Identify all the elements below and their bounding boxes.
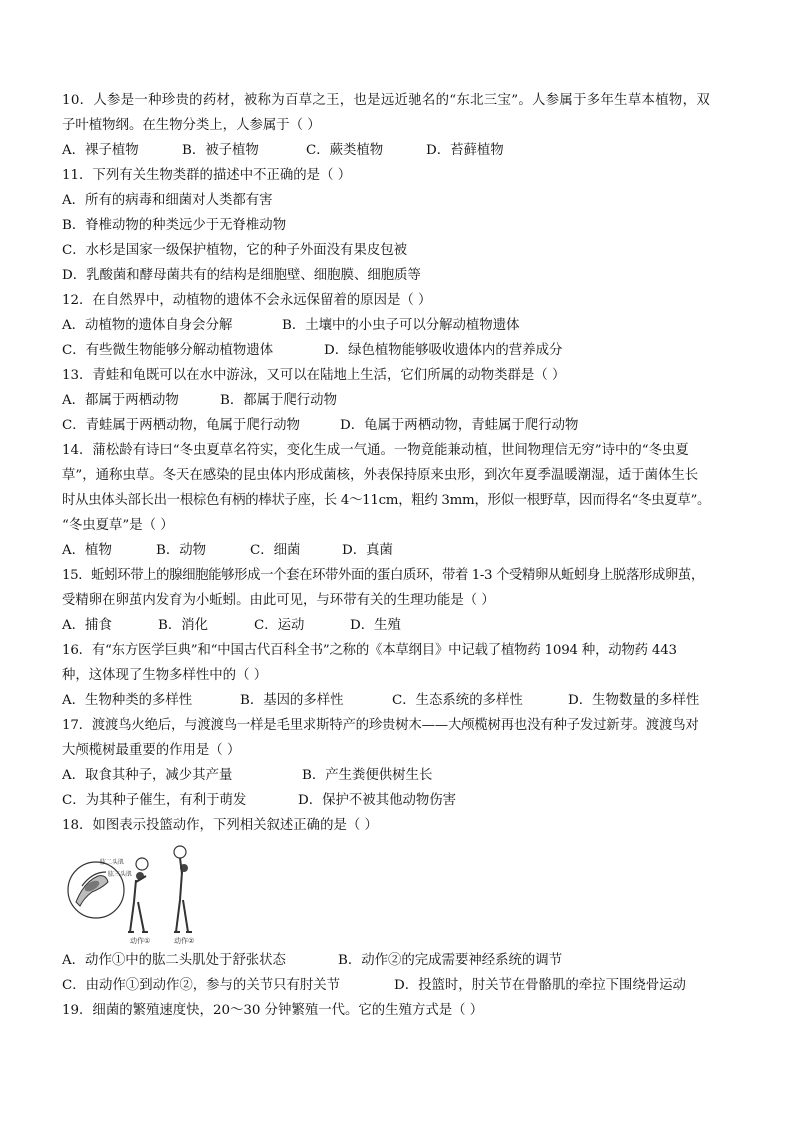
question-12-option-d: D．绿色植物能够吸收遗体内的营养成分 — [324, 343, 563, 358]
question-15-stem-line-2: 受精卵在卵茧内发育为小蚯蚓。由此可见，与环带有关的生理功能是（ ） — [62, 593, 495, 608]
question-17-option-c: C．为其种子催生，有利于萌发 — [62, 793, 247, 808]
basketball-shooter-figure — [128, 858, 148, 932]
question-11-option-b: B．脊椎动物的种类远少于无脊椎动物 — [62, 218, 287, 233]
question-17-option-d: D．保护不被其他动物伤害 — [298, 793, 457, 808]
question-11-option-a: A．所有的病毒和细菌对人类都有害 — [62, 193, 273, 208]
question-15-option-d: D．生殖 — [350, 618, 401, 633]
question-18 — [62, 813, 742, 998]
question-18-option-d: D．投篮时，肘关节在骨骼肌的牵拉下围绕骨运动 — [394, 978, 686, 993]
question-10 — [62, 88, 742, 163]
question-17-options-row-1 — [62, 763, 742, 788]
question-12-stem-line-1: 12．在自然界中，动植物的遗体不会永远保留着的原因是（ ） — [62, 293, 432, 308]
question-list — [62, 88, 742, 1023]
question-13-options-row-1 — [62, 388, 742, 413]
question-12-option-a: A．动植物的遗体自身会分解 — [62, 318, 233, 333]
action-2-label: 动作② — [174, 937, 195, 945]
question-17-option-b: B．产生粪便供树生长 — [302, 768, 433, 783]
question-18-stem-line-1: 18．如图表示投篮动作，下列相关叙述正确的是（ ） — [62, 818, 378, 833]
question-12-option-c: C．有些微生物能够分解动植物遗体 — [62, 343, 274, 358]
question-16-stem-line-2: 种，这体现了生物多样性中的（ ） — [62, 668, 268, 683]
question-16-options — [62, 688, 742, 713]
question-15 — [62, 563, 742, 638]
action-1-label: 动作① — [130, 937, 151, 945]
question-13-option-c: C．青蛙属于两栖动物，龟属于爬行动物 — [62, 418, 300, 433]
question-10-options — [62, 138, 742, 163]
question-13-option-b: B．都属于爬行动物 — [220, 393, 337, 408]
question-10-option-c: C．蕨类植物 — [306, 143, 384, 158]
question-19 — [62, 998, 742, 1023]
triceps-label: 肱三头肌 — [108, 871, 133, 878]
question-11-option-c: C．水杉是国家一级保护植物，它的种子外面没有果皮包被 — [62, 243, 408, 258]
question-13-stem-line-1: 13．青蛙和龟既可以在水中游泳，又可以在陆地上生活，它们所属的动物类群是（ ） — [62, 368, 566, 383]
question-13-option-a: A．都属于两栖动物 — [62, 393, 179, 408]
question-11-stem-line-1: 11．下列有关生物类群的描述中不正确的是（ ） — [62, 168, 352, 183]
question-17-option-a: A．取食其种子，减少其产量 — [62, 768, 233, 783]
question-14-option-b: B．动物 — [156, 543, 207, 558]
question-14-options — [62, 538, 742, 563]
question-14 — [62, 438, 742, 563]
question-16-option-d: D．生物数量的多样性 — [568, 693, 700, 708]
question-14-stem-line-3: 时从虫体头部长出一根棕色有柄的棒状子座，长 4～11cm，粗约 3mm，形似一根野草，因而得名“冬虫夏草”。 — [62, 493, 711, 508]
question-14-option-a: A．植物 — [62, 543, 112, 558]
question-10-stem-line-2: 子叶植物纲。在生物分类上，人参属于（ ） — [62, 118, 321, 133]
question-12-options-row-2 — [62, 338, 742, 363]
question-15-options — [62, 613, 742, 638]
question-15-option-a: A．捕食 — [62, 618, 112, 633]
biceps-label: 肱二头肌 — [100, 859, 125, 866]
basketball-shooter-figure-2 — [174, 846, 192, 932]
question-16-option-b: B．基因的多样性 — [240, 693, 344, 708]
question-16 — [62, 638, 742, 713]
question-11 — [62, 163, 742, 288]
question-17-stem-line-1: 17．渡渡鸟火绝后，与渡渡鸟一样是毛里求斯特产的珍贵树木——大颅榄树再也没有种子发过新芽。渡渡鸟对 — [62, 718, 699, 733]
question-13-options-row-2 — [62, 413, 742, 438]
question-18-figure — [62, 838, 742, 948]
question-14-option-d: D．真菌 — [342, 543, 393, 558]
question-14-stem-line-2: 草”，通称虫草。冬天在感染的昆虫体内形成菌核，外表保持原来虫形，到次年夏季温暖潮湿，适于菌体生长 — [62, 468, 699, 483]
question-16-option-a: A．生物种类的多样性 — [62, 693, 193, 708]
question-17-stem-line-2: 大颅榄树最重要的作用是（ ） — [62, 743, 241, 758]
question-17 — [62, 713, 742, 813]
question-19-stem-line-1: 19．细菌的繁殖速度快，20～30 分钟繁殖一代。它的生殖方式是（ ） — [62, 1003, 484, 1018]
question-12-option-b: B．土壤中的小虫子可以分解动植物遗体 — [282, 318, 520, 333]
question-12-options-row-1 — [62, 313, 742, 338]
question-10-option-a: A．裸子植物 — [62, 143, 139, 158]
question-18-options-row-2 — [62, 973, 742, 998]
question-14-stem-line-1: 14．蒲松龄有诗曰“冬虫夏草名符实，变化生成一气通。一物竟能兼动植，世间物理信无穷”诗中的“冬虫夏 — [62, 443, 689, 458]
question-11-option-d: D．乳酸菌和酵母菌共有的结构是细胞壁、细胞膜、细胞质等 — [62, 268, 421, 283]
question-10-option-b: B．被子植物 — [182, 143, 259, 158]
question-12 — [62, 288, 742, 363]
question-18-option-a: A．动作①中的肱二头肌处于舒张状态 — [62, 953, 286, 968]
question-18-option-c: C．由动作①到动作②，参与的关节只有肘关节 — [62, 978, 341, 993]
question-18-option-b: B．动作②的完成需要神经系统的调节 — [338, 953, 563, 968]
question-14-stem-line-4: “冬虫夏草”是（ ） — [62, 518, 174, 533]
question-13-option-d: D．龟属于两栖动物，青蛙属于爬行动物 — [340, 418, 579, 433]
arm-muscle-diagram — [68, 858, 132, 918]
basketball-shooting-figure — [62, 842, 222, 946]
question-16-stem-line-1: 16．有“东方医学巨典”和“中国古代百科全书”之称的《本草纲目》中记载了植物药 1094 种，动物药 443 — [62, 643, 677, 658]
question-17-options-row-2 — [62, 788, 742, 813]
question-10-option-d: D．苔藓植物 — [426, 143, 504, 158]
question-15-option-b: B．消化 — [158, 618, 209, 633]
question-13 — [62, 363, 742, 438]
question-15-option-c: C．运动 — [254, 618, 305, 633]
question-15-stem-line-1: 15．蚯蚓环带上的腺细胞能够形成一个套在环带外面的蛋白质环，带着 1-3 个受精卵从蚯蚓身上脱落形成卵茧， — [62, 568, 704, 583]
question-16-option-c: C．生态系统的多样性 — [392, 693, 523, 708]
question-18-options-row-1 — [62, 948, 742, 973]
question-14-option-c: C．细菌 — [250, 543, 301, 558]
question-10-stem-line-1: 10．人参是一种珍贵的药材，被称为百草之王，也是远近驰名的“东北三宝”。人参属于多年生草本植物，双 — [62, 93, 711, 108]
